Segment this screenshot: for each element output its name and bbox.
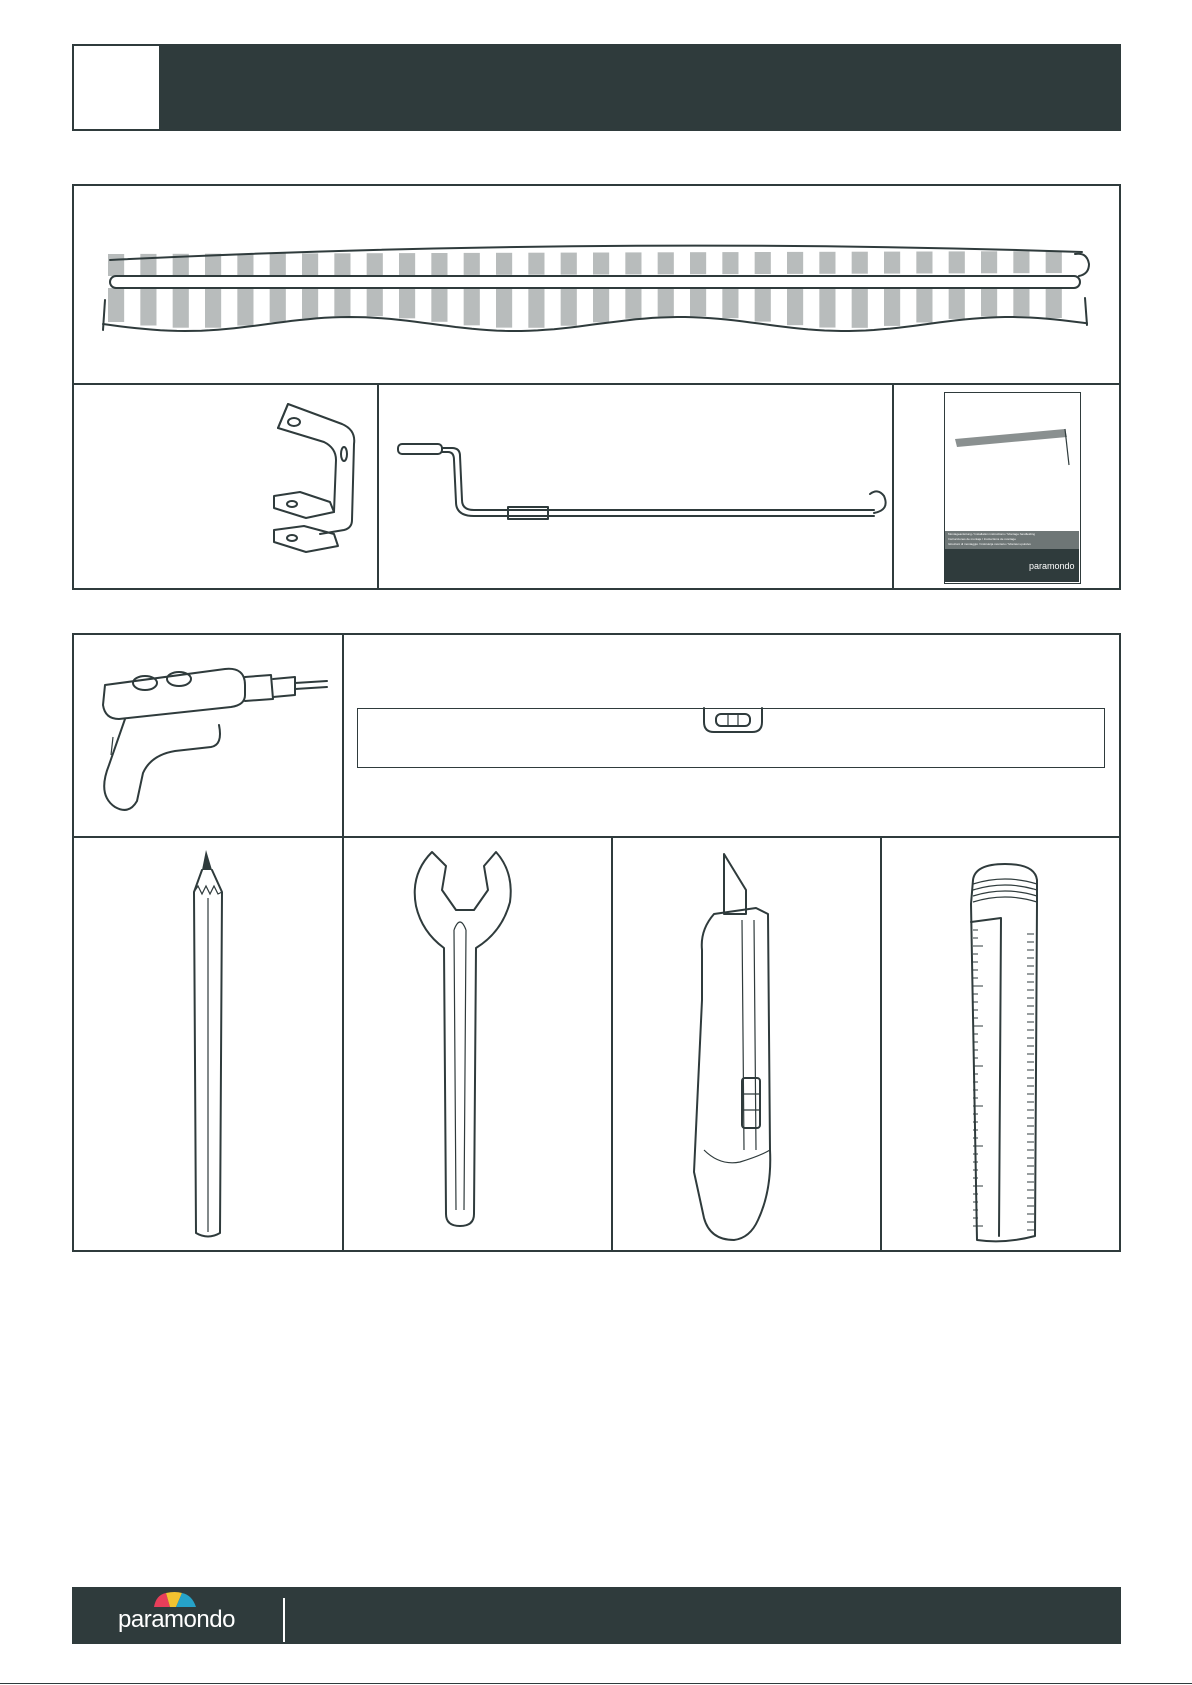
manual-footer-strip [945, 549, 1079, 582]
awning-icon [100, 240, 1090, 340]
manual-line-2: Instrucciones de montaje / Instructions de montage [948, 537, 1016, 541]
level-vial [700, 706, 766, 734]
header-bar [72, 44, 1121, 131]
parts-divider-horizontal [72, 383, 1121, 385]
manual-awning-thumbnail [953, 421, 1073, 471]
tools-divider-3 [880, 836, 882, 1252]
manual-line-3: Istruzioni di montaggio / Instrukcja montazu / Montavi uputstvo [948, 542, 1031, 546]
bottom-rule [0, 1683, 1192, 1684]
footer-brand: paramondo [118, 1606, 235, 1633]
folding-ruler-icon [965, 860, 1045, 1245]
tools-divider-2 [611, 836, 613, 1252]
manual-brand: paramondo [1029, 561, 1075, 571]
tools-divider-horizontal [72, 836, 1121, 838]
wrench-icon [410, 850, 520, 1230]
manual-booklet-icon [944, 392, 1081, 584]
tools-divider-drill [342, 633, 344, 1252]
pencil-icon [188, 848, 228, 1240]
wall-bracket-icon [260, 400, 390, 570]
step-number-box [72, 44, 161, 131]
drill-icon [95, 655, 335, 820]
parts-divider-2 [892, 383, 894, 590]
footer-separator [283, 1598, 285, 1642]
utility-knife-icon [680, 850, 800, 1245]
crank-handle-icon [390, 430, 890, 520]
manual-line-1: Montageanleitung / Installation instructions / Montage handleiding [948, 532, 1036, 536]
manual-title-strip [945, 531, 1079, 549]
